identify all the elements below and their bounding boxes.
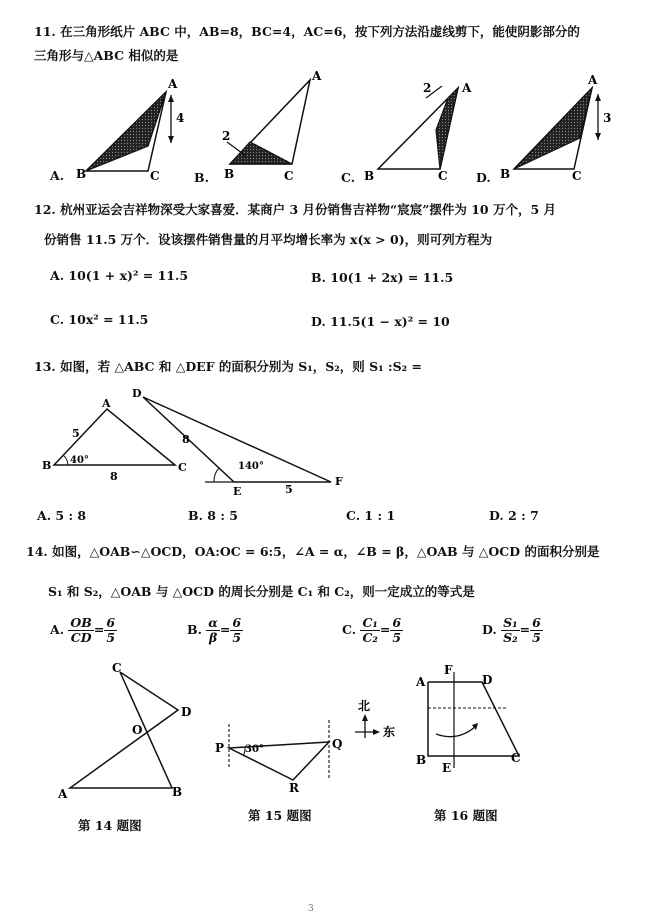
svg-text:A: A <box>588 73 598 87</box>
svg-text:3: 3 <box>603 111 612 125</box>
svg-text:C: C <box>572 169 582 183</box>
svg-text:40°: 40° <box>70 455 89 466</box>
fig15 <box>205 690 405 820</box>
q11-option-a: A. <box>50 168 65 183</box>
q14-stem-line1: 14. 如图，△OAB∽△OCD，OA:OC = 6:5，∠A = α，∠B = β，△OAB 与 △OCD 的面积分别是 <box>26 544 600 559</box>
svg-text:8: 8 <box>182 433 190 446</box>
svg-text:R: R <box>289 781 299 795</box>
svg-text:A: A <box>462 81 472 95</box>
svg-text:B: B <box>42 459 52 472</box>
svg-text:8: 8 <box>110 470 118 483</box>
q11-option-b: B. <box>194 170 209 185</box>
q11-option-d-figure <box>500 73 611 183</box>
q13-option-b: B. 8 : 5 <box>188 508 238 523</box>
q11-stem-line1: 11. 在三角形纸片 ABC 中，AB=8，BC=4，AC=6，按下列方法沿虚线剪下，能使阴影部分的 <box>34 24 580 39</box>
q14-stem-line2: S₁ 和 S₂，△OAB 与 △OCD 的周长分别是 C₁ 和 C₂，则一定成立的等式是 <box>48 584 475 599</box>
svg-text:B: B <box>224 167 235 181</box>
q11-figures <box>0 70 665 190</box>
svg-text:B: B <box>76 167 87 181</box>
svg-text:A: A <box>102 397 111 410</box>
svg-text:5: 5 <box>285 483 293 496</box>
svg-text:C: C <box>511 751 521 765</box>
q11-option-a-figure <box>76 77 184 183</box>
svg-text:东: 东 <box>383 725 396 739</box>
fig16-caption: 第 16 题图 <box>434 808 498 823</box>
svg-text:30°: 30° <box>245 744 264 755</box>
q13-stem: 13. 如图，若 △ABC 和 △DEF 的面积分别为 S₁，S₂，则 S₁ :S₂ = <box>34 359 422 374</box>
svg-text:2: 2 <box>222 129 231 143</box>
svg-text:C: C <box>150 169 160 183</box>
svg-text:北: 北 <box>358 699 371 713</box>
svg-text:O: O <box>132 723 143 737</box>
fig15-caption: 第 15 题图 <box>248 808 312 823</box>
svg-text:A: A <box>58 787 68 801</box>
svg-text:E: E <box>442 761 452 775</box>
q14-option-d: D. $\frac{\text{S₁}}{\text{S₂}}$ = $\frac{6}{5}$ <box>482 615 541 645</box>
page-number: 3 <box>308 904 314 914</box>
q11-option-c-figure <box>364 81 472 183</box>
svg-text:A: A <box>168 77 178 91</box>
svg-text:E: E <box>233 485 242 498</box>
svg-text:140°: 140° <box>238 461 264 472</box>
svg-text:B: B <box>364 169 375 183</box>
svg-text:C: C <box>112 661 122 675</box>
svg-text:A: A <box>416 675 426 689</box>
svg-text:A: A <box>312 69 322 83</box>
q12-option-c: C. 10x² = 11.5 <box>50 312 149 327</box>
fig14-caption: 第 14 题图 <box>78 818 142 833</box>
svg-text:D: D <box>482 673 493 687</box>
svg-text:D: D <box>132 387 142 400</box>
q12-stem-line2: 份销售 11.5 万个．设该摆件销售量的月平均增长率为 x(x > 0)，则可列方程为 <box>44 232 493 247</box>
svg-text:Q: Q <box>332 737 343 751</box>
svg-text:B: B <box>172 785 183 799</box>
q14-option-b: B. $\frac{\alpha}{\beta}$ = $\frac{6}{5}$ <box>187 615 242 645</box>
q11-a-mark: 4 <box>176 111 185 125</box>
svg-text:C: C <box>178 461 187 474</box>
q13-triangle-abc <box>42 397 187 483</box>
q14-option-a: A. $\frac{OB}{CD}$ = $\frac{6}{5}$ <box>50 615 116 645</box>
svg-text:2: 2 <box>423 81 432 95</box>
q11-option-c: C. <box>341 170 356 185</box>
q12-option-d: D. 11.5(1 − x)² = 10 <box>311 314 450 329</box>
q11-stem-line2: 三角形与△ABC 相似的是 <box>34 48 179 63</box>
svg-text:F: F <box>444 663 453 677</box>
q13-option-d: D. 2 : 7 <box>489 508 539 523</box>
q12-option-b: B. 10(1 + 2x) = 11.5 <box>311 270 454 285</box>
svg-text:C: C <box>438 169 448 183</box>
svg-text:F: F <box>335 475 343 488</box>
fig16 <box>414 663 574 798</box>
q13-figure <box>0 385 665 498</box>
svg-text:P: P <box>215 741 225 755</box>
svg-text:B: B <box>500 167 511 181</box>
q13-option-c: C. 1 : 1 <box>346 508 396 523</box>
q12-option-a: A. 10(1 + x)² = 11.5 <box>50 268 189 283</box>
svg-text:B: B <box>416 753 427 767</box>
svg-text:C: C <box>284 169 294 183</box>
q13-option-a: A. 5 : 8 <box>37 508 87 523</box>
svg-text:5: 5 <box>72 427 80 440</box>
q12-stem-line1: 12. 杭州亚运会吉祥物深受大家喜爱．某商户 3 月份销售吉祥物“宸宸”摆件为 10 万个，5 月 <box>34 202 557 217</box>
svg-text:D: D <box>181 705 192 719</box>
q11-option-d: D. <box>476 170 491 185</box>
q14-option-c: C. $\frac{\text{C₁}}{\text{C₂}}$ = $\frac{6}{5}$ <box>342 615 402 645</box>
q11-option-b-figure <box>222 69 322 183</box>
q13-triangle-def <box>132 387 343 498</box>
